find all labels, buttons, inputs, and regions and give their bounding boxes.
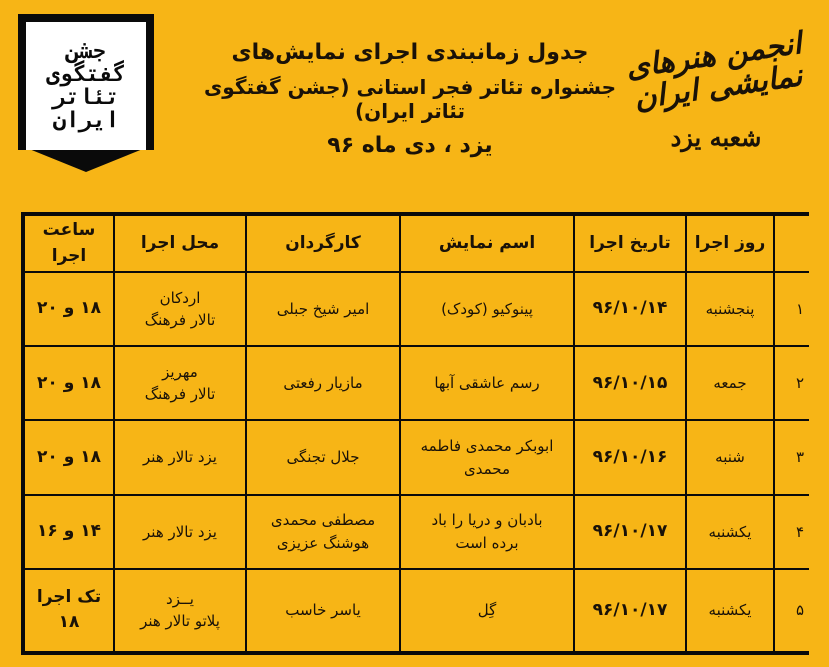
table-row	[25, 570, 825, 651]
row-show: پینوکیو (کودک)	[401, 273, 573, 345]
logo-notch	[18, 150, 154, 172]
table-header-row	[25, 216, 825, 271]
row-show: گِل	[401, 570, 573, 651]
row-date: ۹۶/۱۰/۱۵	[575, 347, 685, 419]
table-row	[25, 273, 825, 345]
row-number: ۳	[775, 421, 825, 493]
row-day: یکشنبه	[687, 570, 773, 651]
brand-branch: شعبه یزد	[670, 123, 762, 152]
festival-logo	[18, 14, 154, 172]
row-venue: یزد تالار هنر	[115, 421, 245, 493]
schedule-table	[23, 214, 827, 653]
page-header	[200, 40, 620, 158]
row-date: ۹۶/۱۰/۱۷	[575, 496, 685, 568]
row-number: ۱	[775, 273, 825, 345]
row-show: بادبان و دریا را باد برده است	[401, 496, 573, 568]
header-cell-number	[775, 216, 825, 271]
row-day: شنبه	[687, 421, 773, 493]
row-director: مازیار رفعتی	[247, 347, 399, 419]
row-venue: یــزد پلاتو تالار هنر	[115, 570, 245, 651]
table-row	[25, 421, 825, 493]
header-cell-venue: محل اجرا	[115, 216, 245, 271]
logo-line: تئاتر	[52, 85, 120, 110]
schedule-table-frame	[21, 212, 809, 655]
row-number: ۲	[775, 347, 825, 419]
row-date: ۹۶/۱۰/۱۷	[575, 570, 685, 651]
row-show: ابوبکر محمدی فاطمه محمدی	[401, 421, 573, 493]
header-subtitle: جشنواره تئاتر فجر استانی (جشن گفتگوی تئاتر ایران)	[203, 75, 617, 123]
row-time: ۱۸ و ۲۰	[25, 347, 113, 419]
header-cell-day: روز اجرا	[687, 216, 773, 271]
row-time: ۱۸ و ۲۰	[25, 273, 113, 345]
row-venue: یزد تالار هنر	[115, 496, 245, 568]
row-time: ۱۴ و ۱۶	[25, 496, 113, 568]
row-venue: مهریز تالار فرهنگ	[115, 347, 245, 419]
row-show: رسم عاشقی آبها	[401, 347, 573, 419]
header-location-date: یزد ، دی ماه ۹۶	[327, 133, 493, 158]
table-row	[25, 496, 825, 568]
brand-name: انجمن هنرهای نمایشی ایران	[623, 26, 805, 116]
table-row	[25, 347, 825, 419]
header-cell-show: اسم نمایش	[401, 216, 573, 271]
row-director: جلال تجنگی	[247, 421, 399, 493]
logo-text	[26, 22, 146, 150]
logo-line: ایران	[52, 108, 120, 134]
association-brand	[621, 18, 811, 178]
row-director: یاسر خاسب	[247, 570, 399, 651]
row-director: امیر شیخ جبلی	[247, 273, 399, 345]
row-date: ۹۶/۱۰/۱۴	[575, 273, 685, 345]
row-venue: اردکان تالار فرهنگ	[115, 273, 245, 345]
header-cell-date: تاریخ اجرا	[575, 216, 685, 271]
header-title: جدول زمانبندی اجرای نمایش‌های	[231, 40, 589, 65]
logo-line: گفتگوی	[46, 61, 126, 87]
row-day: جمعه	[687, 347, 773, 419]
row-number: ۵	[775, 570, 825, 651]
row-day: یکشنبه	[687, 496, 773, 568]
row-time: ۱۸ و ۲۰	[25, 421, 113, 493]
row-director: مصطفی محمدی هوشنگ عزیزی	[247, 496, 399, 568]
logo-line: جشن	[66, 38, 106, 64]
row-day: پنجشنبه	[687, 273, 773, 345]
row-date: ۹۶/۱۰/۱۶	[575, 421, 685, 493]
header-cell-time: ساعت اجرا	[25, 216, 113, 271]
header-cell-director: کارگردان	[247, 216, 399, 271]
row-number: ۴	[775, 496, 825, 568]
row-time: تک اجرا ۱۸	[25, 570, 113, 651]
